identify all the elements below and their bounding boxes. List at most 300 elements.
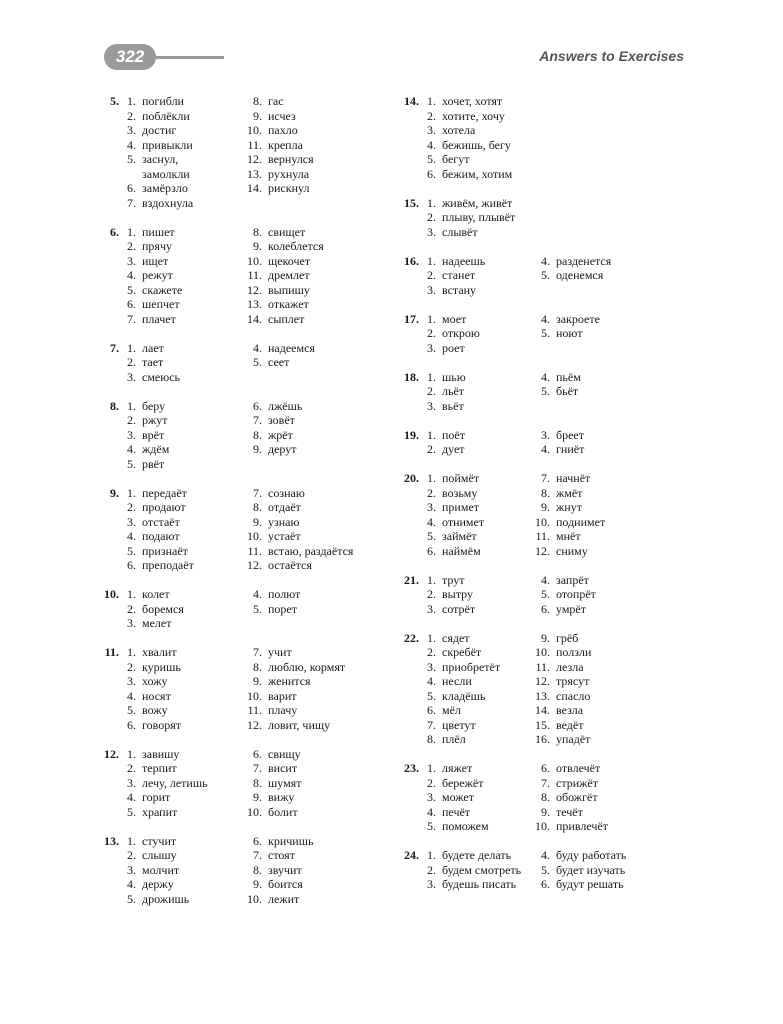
answer-number: 6.	[253, 746, 262, 761]
answer-text: носят	[142, 688, 171, 703]
answer-text: терпит	[142, 761, 177, 775]
answer-number: 12.	[247, 282, 262, 297]
answer-text: слывёт	[442, 224, 478, 239]
answer-text: хожу	[142, 674, 168, 688]
answer-item	[420, 384, 466, 399]
answer-text: оденемся	[556, 268, 604, 282]
answer-subcolumn	[420, 254, 485, 298]
answer-item	[420, 500, 484, 515]
answer-number: 4.	[427, 674, 436, 688]
answer-text: бьёт	[556, 384, 579, 398]
answer-text: узнаю	[268, 514, 300, 529]
answer-item	[420, 94, 512, 109]
exercise-number: 13.	[104, 833, 119, 848]
answer-number: 11.	[247, 703, 262, 717]
answer-text: режут	[142, 268, 173, 282]
answer-number: 2.	[427, 384, 436, 398]
exercise-number: 5.	[110, 94, 119, 108]
answer-item	[534, 486, 605, 501]
answer-number: 12.	[535, 543, 550, 558]
answer-text: зовёт	[268, 413, 295, 427]
answer-item	[120, 645, 181, 660]
answer-item	[246, 109, 314, 124]
answer-number: 3.	[127, 123, 136, 137]
answer-text: встану	[442, 282, 477, 297]
answer-item	[246, 544, 353, 559]
answer-number: 8.	[253, 659, 262, 674]
answer-number: 1.	[427, 572, 436, 587]
answer-number: 2.	[427, 268, 436, 282]
answer-text: свищет	[268, 224, 306, 239]
answer-number: 5.	[127, 891, 136, 906]
answer-text: цветут	[442, 717, 476, 732]
answer-text: жмёт	[556, 485, 583, 500]
answer-item	[246, 181, 314, 196]
answer-number: 1.	[127, 485, 136, 500]
answer-text: заснул,	[142, 152, 179, 166]
answer-item	[246, 790, 301, 805]
answer-text: пьём	[556, 369, 581, 384]
answer-item	[420, 471, 484, 486]
answer-item	[246, 558, 353, 573]
exercise-number: 7.	[110, 340, 119, 355]
answer-text: наймём	[442, 543, 481, 558]
answer-item	[120, 660, 181, 675]
answer-item	[534, 631, 591, 646]
answer-item	[534, 732, 591, 747]
answer-text: плачу	[268, 703, 298, 717]
answer-item	[534, 370, 581, 385]
answer-number: 2.	[127, 500, 136, 514]
answer-text: хочет, хотят	[442, 94, 503, 108]
answer-item	[120, 413, 169, 428]
answer-number: 1.	[427, 311, 436, 326]
answer-number: 12.	[535, 674, 550, 688]
answer-item	[246, 834, 313, 849]
answer-number: 9.	[541, 500, 550, 514]
answer-text: встаю, раздаётся	[268, 543, 354, 558]
answer-text: бежишь, бегу	[442, 137, 511, 152]
answer-item	[120, 602, 184, 617]
answer-number: 3.	[127, 369, 136, 384]
answer-text: ноют	[556, 326, 583, 340]
answer-item	[534, 805, 608, 820]
exercise-number: 22.	[404, 630, 419, 645]
answer-number: 10.	[535, 645, 550, 659]
answer-item	[534, 573, 596, 588]
answer-number: 10.	[247, 123, 262, 137]
answer-text: крепла	[268, 137, 303, 152]
answer-item	[246, 152, 314, 167]
answer-item	[120, 254, 182, 269]
answer-item	[120, 790, 208, 805]
answer-subcolumn	[420, 761, 489, 834]
answer-text: стучит	[142, 833, 177, 848]
answer-item	[120, 152, 193, 167]
answer-number: 1.	[427, 195, 436, 210]
answer-number: 1.	[127, 94, 136, 108]
answer-number: 2.	[127, 239, 136, 253]
answer-number: 5.	[427, 529, 436, 543]
answer-text: запрёт	[556, 572, 589, 587]
answer-subcolumn	[534, 848, 626, 892]
running-head-title: Answers to Exercises	[539, 48, 684, 64]
exercise-number: 6.	[110, 224, 119, 239]
answer-item	[120, 196, 193, 211]
answer-number: 3.	[427, 877, 436, 891]
answer-number: 6.	[541, 877, 550, 891]
answer-text: болит	[268, 804, 298, 819]
answer-text: скребёт	[442, 645, 482, 659]
answer-text: врёт	[142, 427, 165, 442]
answer-text: займёт	[442, 529, 477, 543]
answer-item	[420, 660, 500, 675]
exercise-number: 19.	[404, 427, 419, 442]
answer-text: отнимет	[442, 514, 485, 529]
answer-item	[246, 500, 353, 515]
answer-number: 3.	[127, 674, 136, 688]
answer-number: 3.	[427, 224, 436, 239]
answer-text: поблёкли	[142, 108, 190, 123]
answer-text: замолкли	[142, 166, 190, 181]
exercise-number: 21.	[404, 572, 419, 587]
answer-text: сниму	[556, 543, 588, 558]
answer-item	[120, 718, 181, 733]
answer-number: 4.	[127, 877, 136, 891]
answer-item	[534, 326, 600, 341]
answer-text: печёт	[442, 804, 471, 819]
answer-number: 10.	[247, 529, 262, 543]
answer-number: 13.	[247, 297, 262, 311]
answer-item	[534, 776, 608, 791]
answer-text: свищу	[268, 746, 301, 761]
answer-item	[534, 645, 591, 660]
answer-number: 5.	[427, 819, 436, 833]
answer-number: 15.	[535, 717, 550, 732]
answer-text: порет	[268, 601, 297, 616]
answer-item	[420, 341, 480, 356]
answer-text: ловит, чищу	[268, 717, 331, 732]
answer-subcolumn	[534, 254, 611, 283]
answer-number: 4.	[127, 268, 136, 282]
answer-item	[120, 805, 208, 820]
answer-text: надеешь	[442, 253, 486, 268]
answer-number: 4.	[541, 442, 550, 456]
answer-number: 7.	[427, 717, 436, 732]
answer-number: 5.	[127, 703, 136, 717]
answer-text: лежит	[268, 891, 300, 906]
answer-text: храпит	[142, 804, 178, 819]
answer-number: 10.	[247, 804, 262, 819]
answer-text: дрожишь	[142, 891, 190, 906]
answer-subcolumn	[534, 471, 605, 558]
answer-text: будет изучать	[556, 862, 626, 877]
answer-item	[120, 239, 182, 254]
answer-item	[534, 848, 626, 863]
answer-item	[534, 819, 608, 834]
answer-text: жрёт	[268, 427, 293, 442]
exercise-number: 8.	[110, 398, 119, 413]
answer-text: ведёт	[556, 717, 584, 732]
answer-number: 6.	[427, 703, 436, 717]
answer-text: женится	[268, 674, 311, 688]
answer-number: 11.	[247, 137, 262, 152]
answer-text: стоят	[268, 848, 295, 862]
answer-text: мёл	[442, 703, 461, 717]
answer-subcolumn	[120, 747, 208, 820]
answer-number: 5.	[541, 268, 550, 282]
answer-text: слышу	[142, 848, 177, 862]
answer-number: 4.	[127, 688, 136, 703]
answer-text: ждём	[142, 442, 170, 456]
answer-number: 7.	[541, 775, 550, 790]
answer-text: привлечёт	[556, 819, 608, 833]
answer-text: бегут	[442, 152, 470, 166]
answer-text: ищет	[142, 253, 169, 268]
answer-number: 1.	[127, 833, 136, 848]
answer-item	[420, 732, 500, 747]
answer-text: люблю, кормят	[268, 659, 346, 674]
exercise-number: 14.	[404, 94, 419, 108]
answer-text: плыву, плывёт	[442, 210, 516, 224]
answer-number: 1.	[427, 848, 436, 862]
answer-number: 3.	[541, 427, 550, 442]
answer-subcolumn	[534, 428, 584, 457]
answer-number: 1.	[427, 253, 436, 268]
answer-text: поёт	[442, 427, 465, 442]
answer-text: привыкли	[142, 137, 193, 152]
answer-text: кладёшь	[442, 688, 486, 703]
answer-text: лечу, летишь	[142, 775, 208, 790]
answer-item	[534, 863, 626, 878]
answer-text: начнёт	[556, 471, 591, 485]
answer-subcolumn	[420, 471, 484, 558]
answer-text: завишу	[142, 746, 180, 761]
answer-text: несли	[442, 674, 472, 688]
answer-item	[420, 848, 521, 863]
answer-text: пишет	[142, 224, 175, 239]
answer-number: 1.	[427, 369, 436, 384]
answer-item	[534, 515, 605, 530]
answer-subcolumn	[246, 486, 353, 573]
answer-text: лезла	[556, 659, 584, 674]
answer-text: говорят	[142, 717, 181, 732]
answer-text: прячу	[142, 239, 172, 253]
answer-number: 7.	[127, 195, 136, 210]
answer-number: 9.	[253, 877, 262, 891]
answer-number: 10.	[247, 688, 262, 703]
answer-number: 7.	[253, 645, 262, 659]
answer-number: 16.	[535, 732, 550, 746]
answer-item	[246, 254, 324, 269]
answer-number: 5.	[541, 862, 550, 877]
answer-number: 4.	[427, 514, 436, 529]
answer-number: 7.	[253, 761, 262, 775]
answer-text: сотрёт	[442, 601, 476, 616]
answer-number: 8.	[253, 224, 262, 239]
answer-item	[246, 602, 300, 617]
answer-item	[120, 529, 194, 544]
answer-item	[420, 819, 489, 834]
answer-text: устаёт	[268, 529, 301, 543]
answer-subcolumn	[420, 631, 500, 747]
answer-number: 14.	[247, 311, 262, 326]
answer-number: 4.	[127, 442, 136, 456]
answer-item	[534, 544, 605, 559]
exercise-number: 23.	[404, 761, 419, 775]
exercise-number: 10.	[104, 587, 119, 601]
answer-number: 4.	[541, 572, 550, 587]
answer-subcolumn	[120, 341, 180, 385]
answer-item	[420, 326, 480, 341]
answer-text: висит	[268, 761, 298, 775]
answer-number: 1.	[427, 630, 436, 645]
answer-item	[246, 515, 353, 530]
answer-item	[534, 703, 591, 718]
answer-number: 1.	[427, 471, 436, 485]
answer-text: трясут	[556, 674, 590, 688]
answer-item	[246, 442, 302, 457]
answer-subcolumn	[120, 645, 181, 732]
answer-item	[420, 689, 500, 704]
answer-number: 3.	[427, 790, 436, 804]
page-number-badge	[104, 44, 156, 70]
answer-item	[246, 529, 353, 544]
answer-item	[120, 500, 194, 515]
answer-number: 2.	[427, 775, 436, 790]
answer-text: рвёт	[142, 456, 165, 471]
answer-text: плёл	[442, 732, 466, 746]
answer-item	[120, 225, 182, 240]
page-number: 322	[115, 47, 145, 66]
answer-text: дерут	[268, 442, 297, 456]
answer-item	[420, 573, 475, 588]
answer-number: 11.	[247, 268, 262, 282]
answer-subcolumn	[420, 370, 466, 414]
answer-item	[534, 268, 611, 283]
answer-text: горит	[142, 790, 171, 804]
answer-item	[120, 94, 193, 109]
answer-text: поймёт	[442, 471, 480, 485]
answer-item	[246, 283, 324, 298]
answer-item	[120, 892, 189, 907]
answer-text: может	[442, 790, 474, 804]
answer-subcolumn	[246, 747, 301, 820]
answer-text: надеемся	[268, 340, 315, 355]
answer-item	[534, 500, 605, 515]
answer-subcolumn	[246, 834, 313, 907]
answer-item	[420, 254, 485, 269]
answer-text: вижу	[268, 790, 295, 804]
answer-item	[420, 776, 489, 791]
answer-item	[120, 616, 184, 631]
answer-number: 4.	[427, 137, 436, 152]
answer-number: 2.	[427, 645, 436, 659]
answer-number: 11.	[535, 659, 550, 674]
answer-text: боремся	[142, 601, 184, 616]
answer-text: колет	[142, 587, 170, 601]
answer-number: 6.	[127, 717, 136, 732]
answer-item	[246, 239, 324, 254]
answer-text: полют	[268, 587, 301, 601]
answer-number: 5.	[127, 804, 136, 819]
answer-number: 1.	[427, 761, 436, 775]
answer-item	[120, 776, 208, 791]
answer-item	[420, 399, 466, 414]
exercise-number: 15.	[404, 195, 419, 210]
answer-text: грёб	[556, 630, 579, 645]
answer-number: 9.	[253, 442, 262, 456]
answer-number: 2.	[427, 108, 436, 123]
answer-number: 5.	[127, 152, 136, 166]
answer-text: будут решать	[556, 877, 624, 891]
answer-text: отстаёт	[142, 514, 180, 529]
answer-number: 4.	[541, 369, 550, 384]
answer-subcolumn	[246, 341, 315, 370]
answer-subcolumn	[420, 848, 521, 892]
answer-item	[534, 761, 608, 776]
answer-item	[120, 834, 189, 849]
answer-number: 8.	[253, 94, 262, 108]
answer-number: 2.	[127, 601, 136, 616]
answer-subcolumn	[246, 225, 324, 327]
answer-item	[534, 674, 591, 689]
answer-number: 5.	[427, 152, 436, 166]
answer-item	[120, 558, 194, 573]
answer-item	[534, 384, 581, 399]
answer-item	[420, 370, 466, 385]
answer-item	[120, 312, 182, 327]
answer-number: 2.	[427, 326, 436, 340]
answer-text: открою	[442, 326, 480, 340]
exercise-number: 9.	[110, 485, 119, 500]
answer-number: 3.	[427, 500, 436, 514]
answer-number: 7.	[127, 311, 136, 326]
answer-item	[534, 602, 596, 617]
answer-number: 3.	[427, 398, 436, 413]
answer-number: 2.	[427, 442, 436, 456]
answer-text: жнут	[556, 500, 582, 514]
answer-item	[120, 689, 181, 704]
answer-number: 2.	[427, 587, 436, 601]
answer-item	[420, 515, 484, 530]
answer-text: отопрёт	[556, 587, 596, 601]
answer-text: гниёт	[556, 442, 585, 456]
answer-number: 6.	[253, 833, 262, 848]
answer-number: 3.	[127, 514, 136, 529]
answer-text: вьёт	[442, 398, 464, 413]
answer-text: скажете	[142, 282, 183, 297]
answer-number: 3.	[127, 253, 136, 268]
answer-number: 1.	[127, 746, 136, 761]
answer-number: 1.	[127, 224, 136, 239]
answer-number: 9.	[541, 804, 550, 819]
answer-text: плачет	[142, 311, 176, 326]
answer-text: будем смотреть	[442, 862, 522, 877]
answer-item	[420, 544, 484, 559]
answer-item	[120, 703, 181, 718]
answer-subcolumn	[120, 486, 194, 573]
answer-subcolumn	[534, 370, 581, 399]
answer-number: 3.	[127, 427, 136, 442]
answer-number: 6.	[127, 297, 136, 311]
answer-number: 1.	[427, 427, 436, 442]
answer-item	[534, 587, 596, 602]
answer-text: рискнул	[268, 181, 310, 195]
answer-item	[420, 428, 465, 443]
answer-number: 8.	[253, 862, 262, 877]
answer-item	[120, 515, 194, 530]
